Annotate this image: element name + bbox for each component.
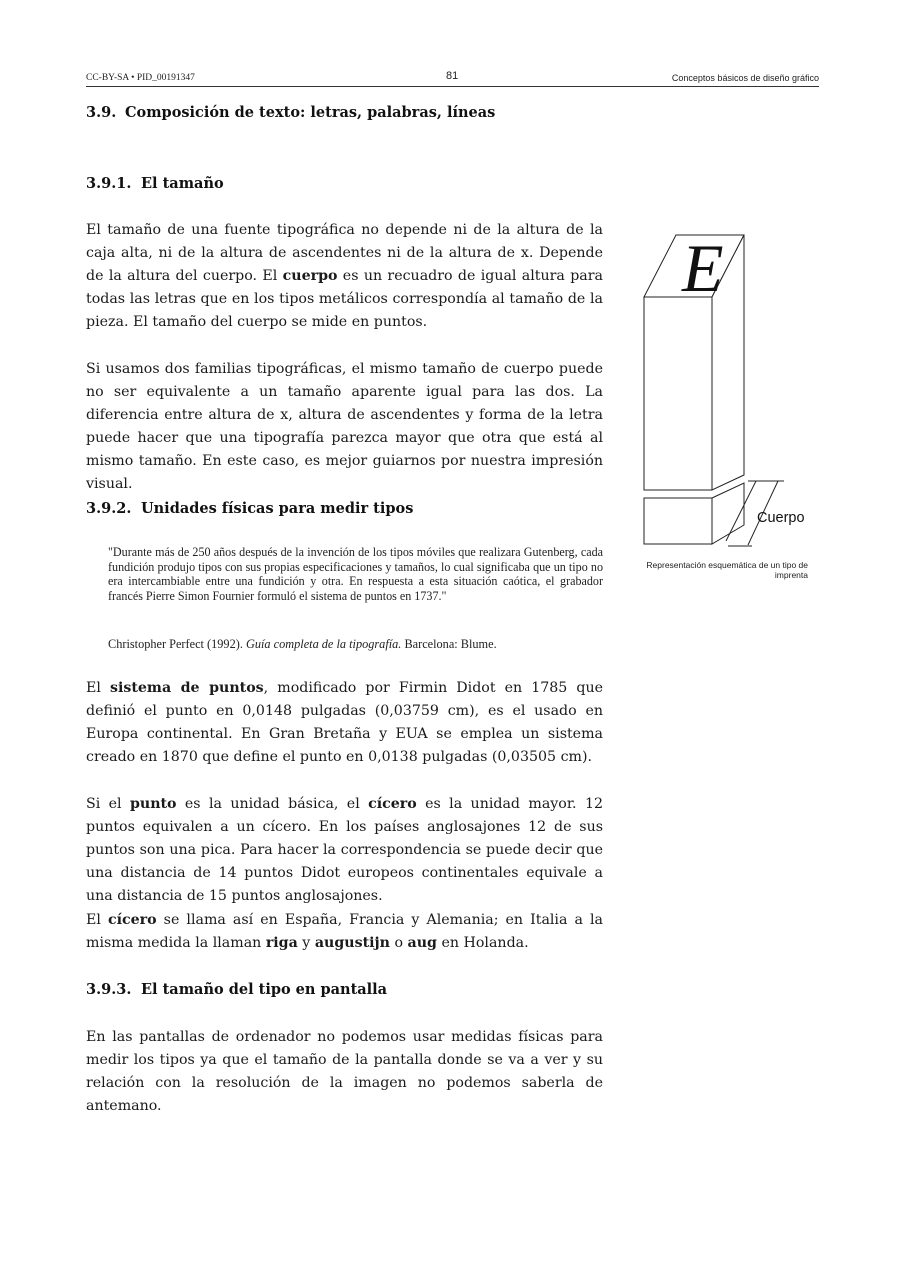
- bold-term: augustijn: [314, 935, 390, 951]
- text-run: Barcelona: Blume.: [401, 637, 497, 651]
- quote-citation: [108, 637, 603, 652]
- type-front-face: [644, 297, 712, 490]
- text-run: es un recuadro de igual altura para todas las letras que en los tipos metálicos correspondía al tamaño de la pieza. El tamaño del cuerpo se mide en puntos.: [86, 268, 603, 330]
- bold-term: sistema de puntos: [109, 680, 264, 696]
- paragraph-cicero: [86, 793, 603, 908]
- text-run: y: [297, 935, 315, 951]
- italic-title: Guía completa de la tipografía.: [245, 637, 402, 651]
- paragraph-point-system: [86, 677, 603, 769]
- subsection-number: 3.9.1.: [86, 175, 132, 192]
- text-run: , modificado por Firmin Didot en 1785 que definió el punto en 0,0148 pulgadas (0,03759 cm), es el usado en Europa continental. En Gran Bretaña y EUA se emplea un sistema creado en 1870 que define el punto en 0,0138 pulgadas (0,03505 cm).: [86, 680, 604, 765]
- text-run: El: [86, 912, 108, 928]
- text-run: En las pantallas de ordenador no podemos usar medidas físicas para medir los tipos ya que el tamaño de la pantalla donde se va a ver y su relación con la resolución de la imagen no podemos saberla de antemano.: [86, 1029, 603, 1114]
- paragraph-body-size: [86, 219, 603, 334]
- running-title: Conceptos básicos de diseño gráfico: [671, 73, 819, 83]
- subsection-heading-units: [86, 500, 413, 517]
- cuerpo-label: Cuerpo: [757, 510, 805, 526]
- bold-term: cuerpo: [282, 268, 338, 284]
- section-heading: [86, 104, 495, 121]
- type-base-block: [644, 498, 712, 544]
- page-number: 81: [446, 70, 459, 82]
- bold-term: punto: [129, 796, 177, 812]
- text-run: Si usamos dos familias tipográficas, el mismo tamaño de cuerpo puede no ser equivalente a un tamaño aparente igual para las dos. La diferencia entre altura de x, altura de ascendentes y forma de la letra puede hacer que una tipografía parezca mayor que otra que está al mismo tamaño. En este caso, es mejor guiarnos por nuestra impresión visual.: [86, 361, 603, 492]
- subsection-heading-size: [86, 175, 224, 192]
- subsection-number: 3.9.2.: [86, 500, 132, 517]
- text-run: en Holanda.: [436, 935, 529, 951]
- text-run: Si el: [86, 796, 130, 812]
- text-run: Christopher Perfect (1992).: [108, 637, 246, 651]
- subsection-title: El tamaño: [141, 175, 224, 192]
- subsection-heading-screen: [86, 981, 387, 998]
- bold-term: cícero: [368, 796, 417, 812]
- type-letter: E: [682, 230, 724, 306]
- paragraph-apparent-size: [86, 358, 603, 496]
- text-run: se llama así en España, Francia y Alemania; en Italia a la misma medida la llaman: [86, 912, 604, 951]
- text-run: El tamaño de una fuente tipográfica no depende ni de la altura de la caja alta, ni de la altura de ascendentes ni de la altura de x. Depende de la altura del cuerpo. El: [86, 222, 603, 284]
- bold-term: aug: [407, 935, 437, 951]
- text-run: El: [86, 680, 110, 696]
- figure-caption: Representación esquemática de un tipo de imprenta: [646, 560, 808, 580]
- text-run: es la unidad mayor. 12 puntos equivalen a un cícero. En los países anglosajones 12 de sus puntos son una pica. Para hacer la correspondencia se puede decir que una distancia de 14 puntos Didot europeos continentales equivale a una distancia de 15 puntos anglosajones.: [86, 796, 603, 904]
- type-piece-diagram: [636, 225, 816, 555]
- subsection-number: 3.9.3.: [86, 981, 132, 998]
- paragraph-cicero-names: [86, 909, 603, 955]
- blockquote: "Durante más de 250 años después de la invención de los tipos móviles que realizara Gutenberg, cada fundición produjo tipos con sus propias especificaciones y tamaños, lo cual significaba que un tipo no era intercambiable entre una fundición y otra. En respuesta a esta situación caótica, el grabador francés Pierre Simon Fournier formuló el sistema de puntos en 1737.": [108, 545, 603, 603]
- paragraph-screen-size: [86, 1026, 603, 1118]
- section-number: 3.9.: [86, 104, 117, 121]
- subsection-title: Unidades físicas para medir tipos: [141, 500, 414, 517]
- text-run: o: [389, 935, 408, 951]
- bold-term: cícero: [107, 912, 157, 928]
- subsection-title: El tamaño del tipo en pantalla: [141, 981, 388, 998]
- text-run: es la unidad básica, el: [176, 796, 369, 812]
- section-title: Composición de texto: letras, palabras, líneas: [125, 104, 496, 121]
- bold-term: riga: [265, 935, 298, 951]
- page-header: [86, 70, 819, 87]
- license-id: CC-BY-SA • PID_00191347: [86, 73, 195, 83]
